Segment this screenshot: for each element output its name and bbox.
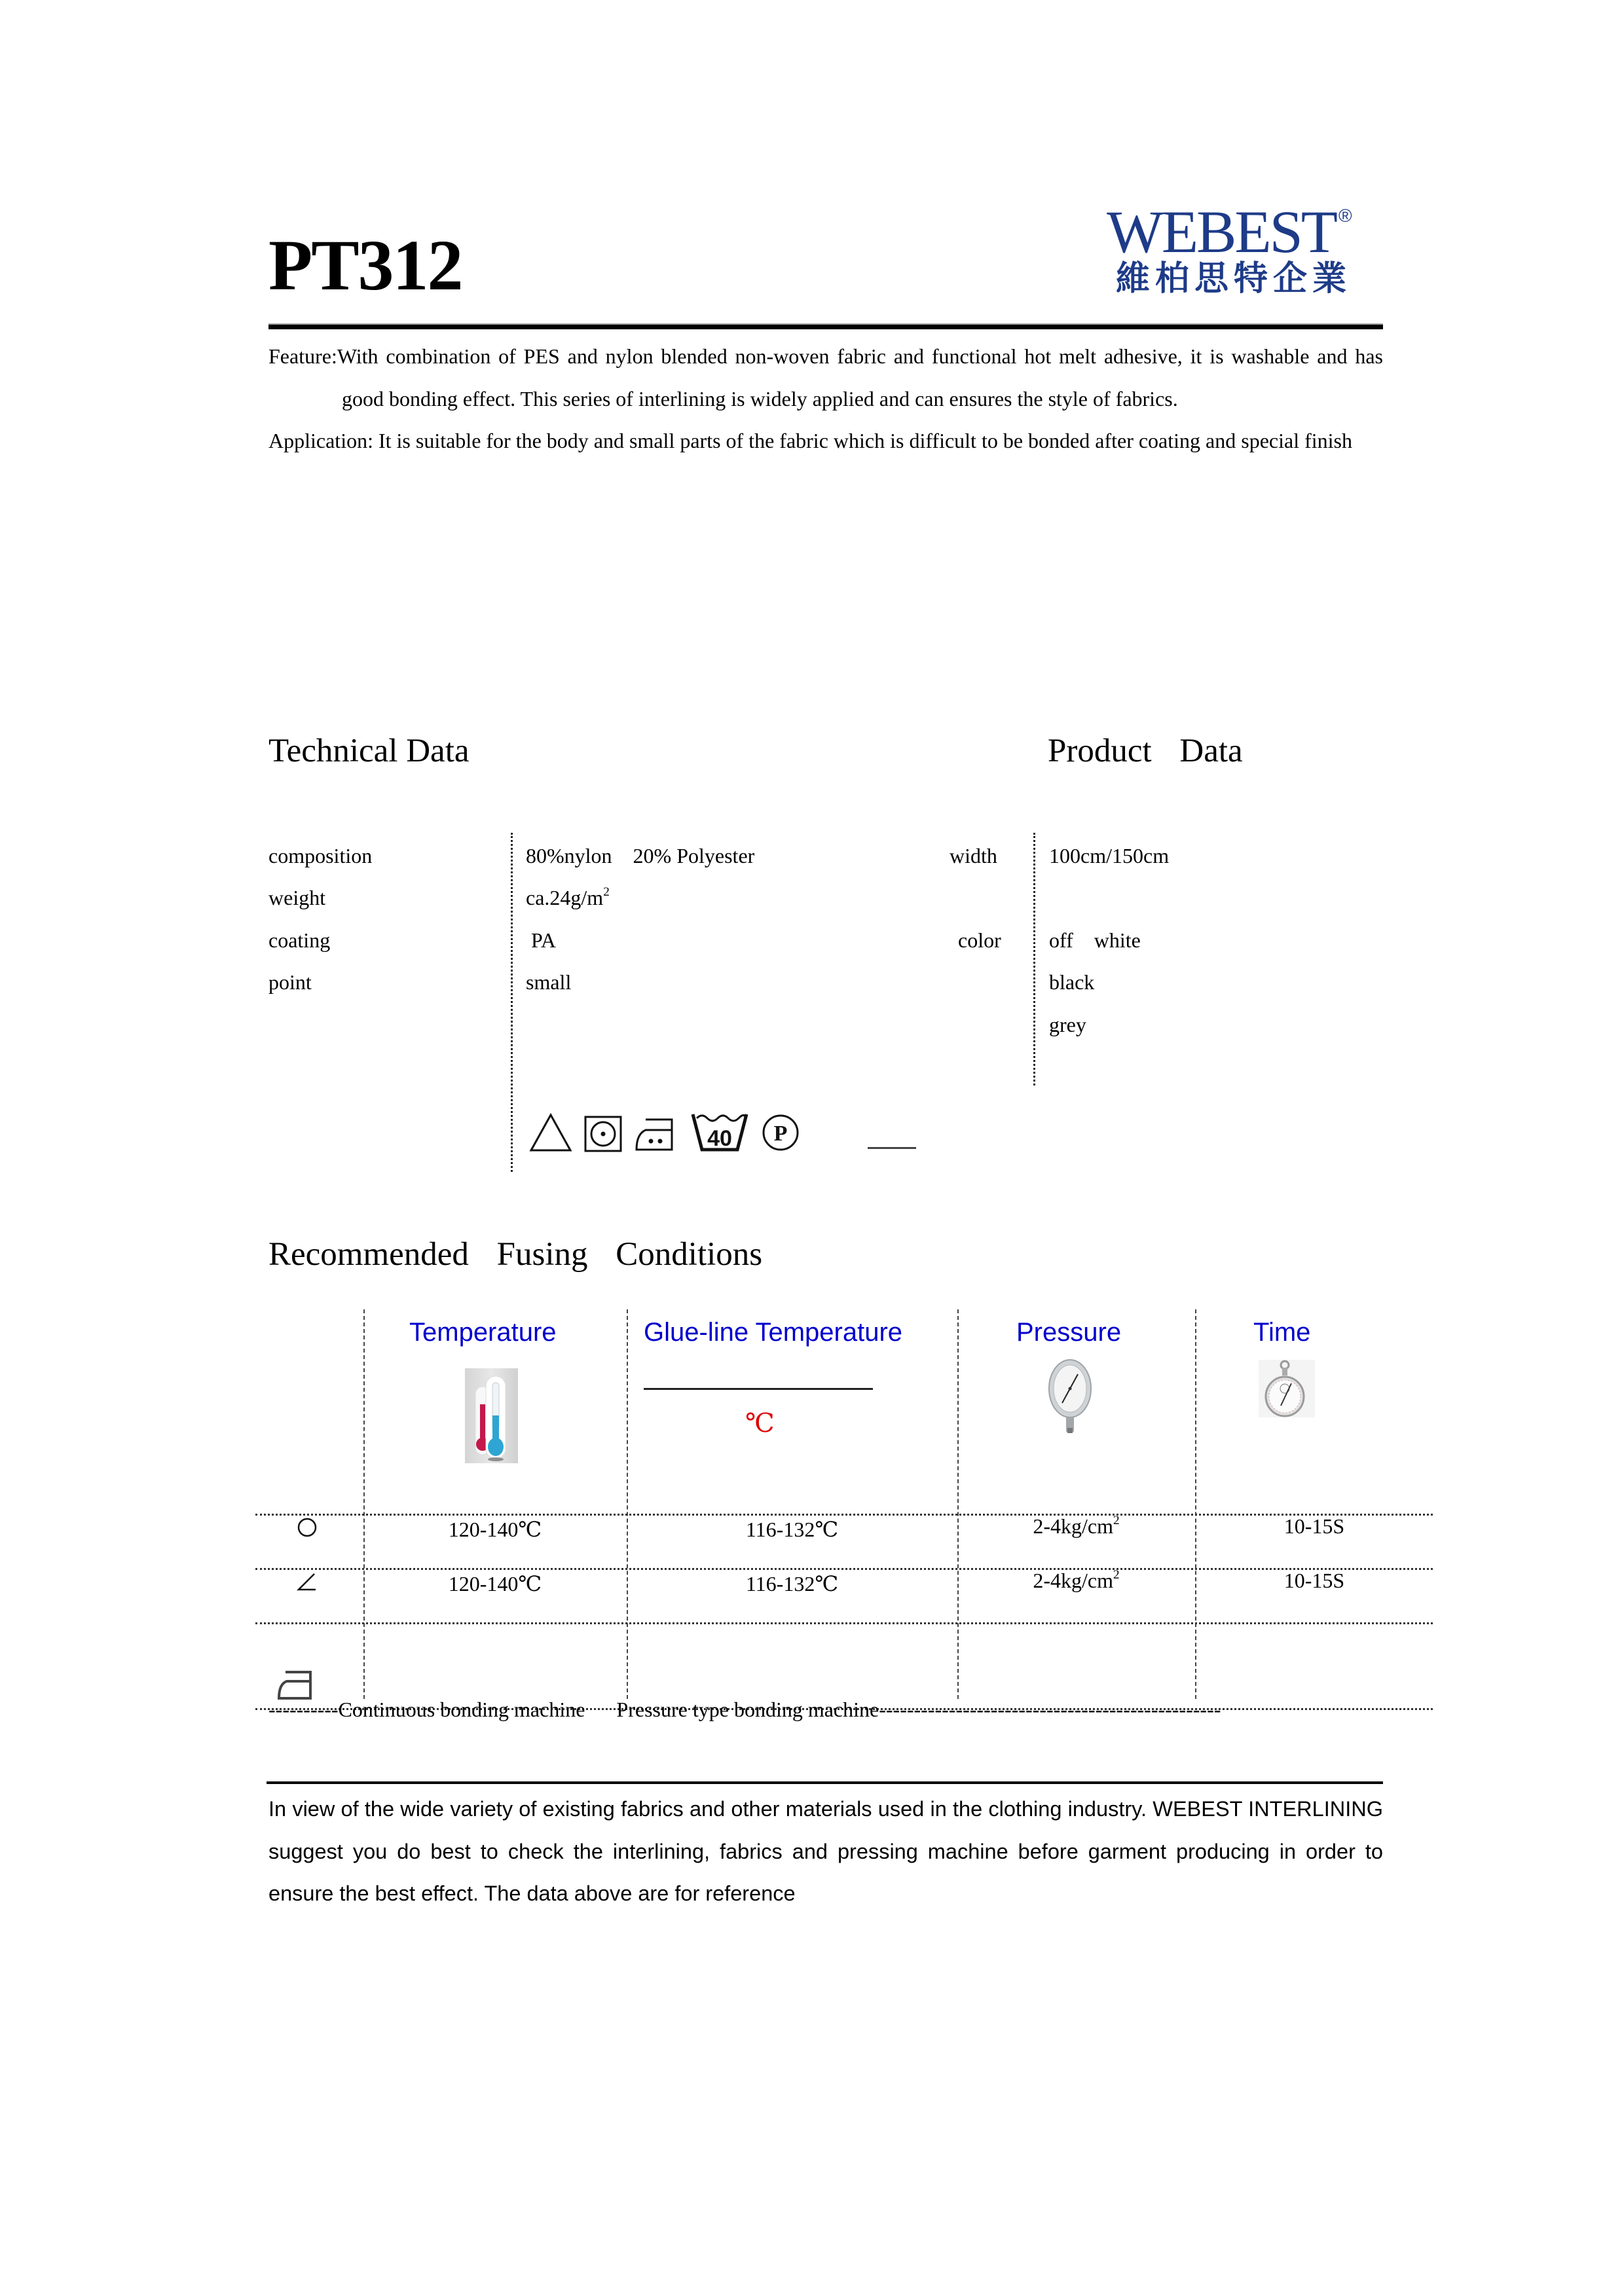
tumble-dry-icon	[584, 1116, 622, 1152]
angle-icon	[296, 1571, 318, 1596]
row2-temperature: 120-140℃	[448, 1572, 542, 1595]
product-column-divider	[1033, 833, 1035, 1085]
application-paragraph	[268, 420, 1383, 462]
tech-label-composition: composition	[268, 844, 373, 867]
tech-value-composition: 80%nylon 20% Polyester	[526, 844, 755, 867]
weight-unit-sup: 2	[603, 885, 610, 900]
tech-label-point: point	[268, 970, 312, 994]
glueline-celsius-unit: ℃	[745, 1408, 775, 1438]
fusing-header-time: Time	[1253, 1318, 1311, 1347]
wash-40-icon	[690, 1110, 749, 1152]
technical-data-heading: Technical Data	[268, 733, 470, 769]
row2-time: 10-15S	[1283, 1569, 1345, 1592]
feature-label: Feature:	[268, 344, 337, 368]
product-code: PT312	[268, 225, 462, 305]
tech-value-point: small	[526, 970, 572, 994]
row1-glueline: 116-132℃	[745, 1518, 839, 1541]
logo-brand-cn: 維柏思特企業	[1116, 259, 1352, 299]
product-value-color-offwhite: off white	[1049, 928, 1141, 952]
fusing-header-pressure: Pressure	[1016, 1318, 1122, 1347]
bleach-triangle-icon	[529, 1113, 572, 1152]
circle-icon	[296, 1516, 318, 1542]
tech-value-coating: PA	[526, 928, 556, 952]
tech-label-weight: weight	[268, 886, 326, 909]
feature-text: With combination of PES and nylon blended non-woven fabric and functional hot melt adhesive, it is washable and has good bonding effect. This series of interlining is widely applied and can ensures the style of fabrics.	[337, 344, 1383, 410]
stopwatch-icon	[1259, 1360, 1315, 1417]
feature-paragraph	[268, 335, 1383, 420]
disclaimer	[268, 1788, 1383, 1915]
product-value-color-black: black	[1049, 970, 1095, 994]
svg-text:P: P	[773, 1121, 788, 1146]
intro-section	[268, 335, 1383, 462]
product-data-heading: Product Data	[1048, 733, 1243, 769]
row1-temperature: 120-140℃	[448, 1518, 542, 1541]
iron-two-dots-icon	[634, 1117, 678, 1152]
product-label-color: color	[958, 928, 1001, 952]
care-symbol-dash	[868, 1147, 916, 1149]
product-value-color-grey: grey	[1049, 1013, 1086, 1036]
row1-pressure: $2-4kg/cm^2$	[1033, 1514, 1120, 1538]
glueline-blank-line	[644, 1388, 873, 1390]
row2-glueline: 116-132℃	[745, 1572, 839, 1595]
machine-legend: ----------Continuous bonding machine Pressure type bonding machine-------------------------------------------------	[268, 1698, 1221, 1721]
fusing-conditions-heading: Recommended Fusing Conditions	[268, 1236, 763, 1273]
application-text: It is suitable for the body and small parts of the fabric which is difficult to be bonded after coating and special finish	[373, 429, 1352, 452]
tech-label-coating: coating	[268, 928, 331, 952]
application-label: Application:	[268, 429, 373, 452]
product-value-width: 100cm/150cm	[1049, 844, 1170, 867]
header-divider	[268, 325, 1383, 329]
tech-value-weight	[526, 887, 610, 908]
fusing-col-divider-3	[957, 1309, 959, 1699]
fusing-col-divider-4	[1195, 1309, 1196, 1699]
dry-clean-p-icon	[761, 1113, 800, 1152]
pressure-gauge-icon	[1048, 1357, 1092, 1434]
tech-column-divider	[511, 833, 513, 1172]
fusing-row-line-3	[255, 1622, 1433, 1624]
thermometer-icon	[465, 1368, 518, 1463]
disclaimer-text: In view of the wide variety of existing fabrics and other materials used in the clothing industry. WEBEST INTERLINING suggest you do best to check the interlining, fabrics and pressing machine before garment producing in order to ensure the best effect. The data above are for reference	[268, 1797, 1383, 1905]
row2-pressure: $2-4kg/cm^2$	[1033, 1568, 1120, 1592]
footer-divider	[267, 1781, 1383, 1784]
logo-brand-en: WEBEST	[1107, 198, 1336, 265]
product-label-width: width	[950, 844, 997, 867]
registered-mark-icon: ®	[1338, 206, 1352, 226]
weight-value: ca.24g/m	[526, 886, 604, 909]
fusing-col-divider-1	[363, 1309, 365, 1699]
fusing-col-divider-2	[627, 1309, 628, 1699]
fusing-header-temperature: Temperature	[409, 1318, 557, 1347]
care-symbols	[529, 1106, 800, 1152]
webest-logo	[1107, 198, 1395, 300]
row1-time: 10-15S	[1283, 1514, 1345, 1538]
fusing-header-glueline: Glue-line Temperature	[644, 1318, 903, 1347]
svg-text:40: 40	[707, 1126, 732, 1151]
